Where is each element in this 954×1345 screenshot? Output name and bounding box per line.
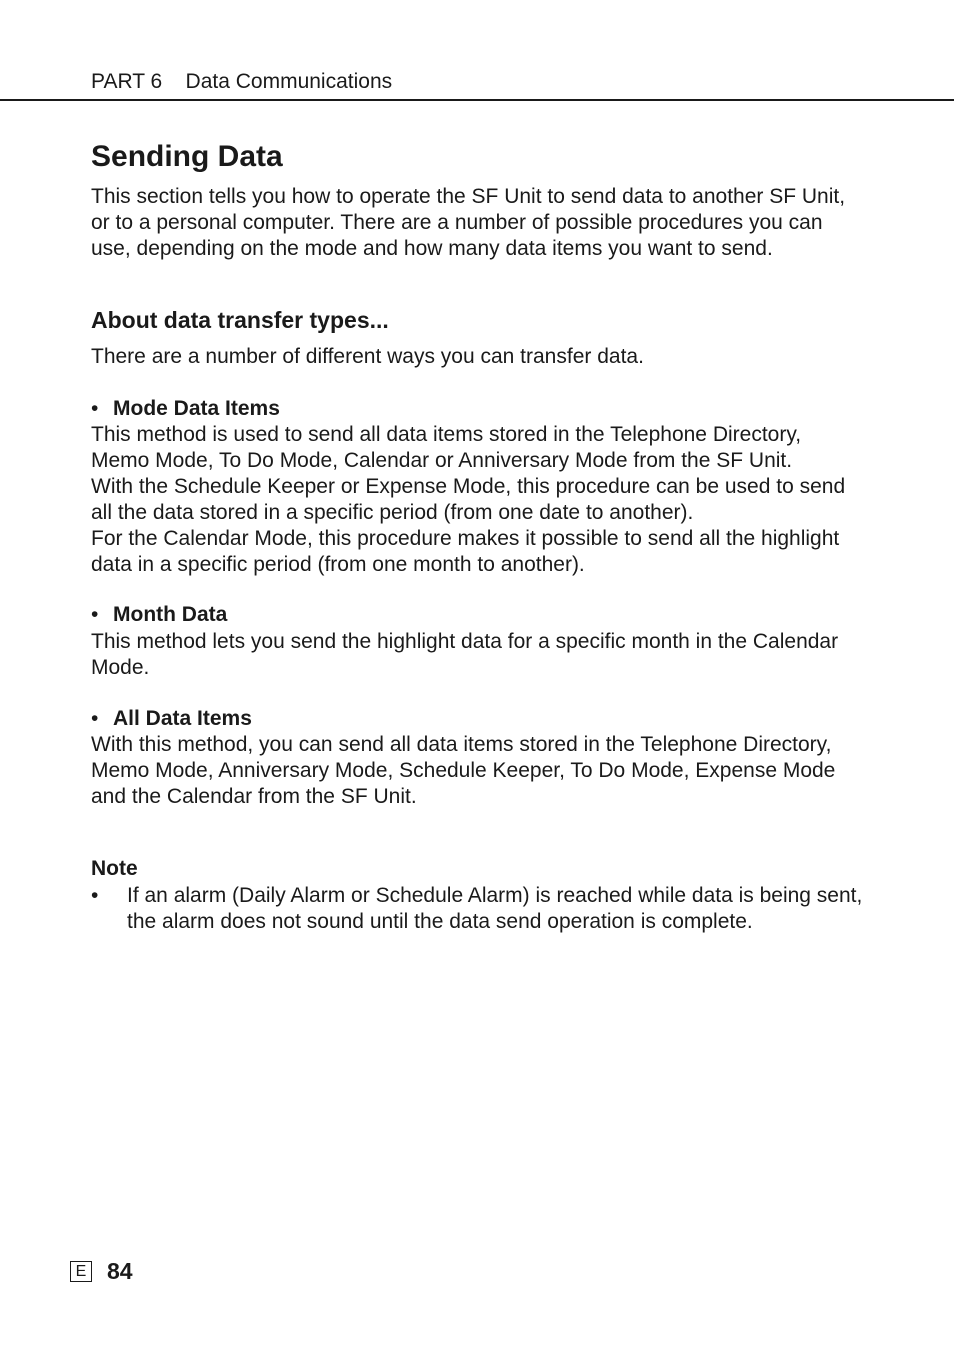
mode-data-paragraph-3: For the Calendar Mode, this procedure makes it possible to send all the highlight data in a specific period (from one month to another).: [91, 527, 840, 576]
part-label: PART 6: [91, 70, 163, 93]
bullet-heading-month-data: [91, 602, 227, 628]
section-intro: There are a number of different ways you can transfer data.: [91, 345, 644, 368]
all-data-paragraph: With this method, you can send all data items stored in the Telephone Directory, Memo Mode, Anniversary Mode, Schedule Keeper, To Do Mode, Expense Mode and the Calendar from the SF Unit.: [91, 733, 836, 808]
bullet-icon: •: [91, 397, 99, 420]
note-text: If an alarm (Daily Alarm or Schedule Alarm) is reached while data is being sent, the alarm does not sound until the data send operation is complete.: [127, 884, 863, 933]
part-title: Data Communications: [185, 70, 393, 93]
bullet-title: All Data Items: [113, 707, 252, 730]
header-text: [91, 70, 392, 94]
note-item: [91, 883, 863, 935]
month-data-paragraph: This method lets you send the highlight data for a specific month in the Calendar Mode.: [91, 630, 839, 679]
header-divider: [0, 99, 954, 101]
bullet-title: Month Data: [113, 603, 228, 626]
page-header: [0, 0, 954, 102]
bullet-heading-mode-data: [91, 396, 280, 422]
bullet-heading-all-data: [91, 706, 252, 732]
intro-paragraph: This section tells you how to operate the SF Unit to send data to another SF Unit, or to a personal computer. There are a number of possible procedures you can use, depending on the mode and how many data items you want to send.: [91, 185, 846, 260]
bullet-icon: •: [91, 707, 99, 730]
mode-data-paragraph-2: With the Schedule Keeper or Expense Mode, this procedure can be used to send all the data stored in a specific period (from one date to another).: [91, 475, 846, 524]
note-heading: Note: [91, 857, 138, 880]
section-heading: About data transfer types...: [91, 307, 389, 333]
page-title: Sending Data: [91, 140, 283, 173]
mode-data-paragraph-1: This method is used to send all data items stored in the Telephone Directory, Memo Mode, To Do Mode, Calendar or Anniversary Mode from the SF Unit.: [91, 423, 802, 472]
bullet-icon: •: [91, 884, 99, 907]
bullet-icon: •: [91, 603, 99, 626]
page-number: 84: [107, 1258, 133, 1284]
bullet-title: Mode Data Items: [113, 397, 280, 420]
language-badge: E: [70, 1261, 92, 1282]
